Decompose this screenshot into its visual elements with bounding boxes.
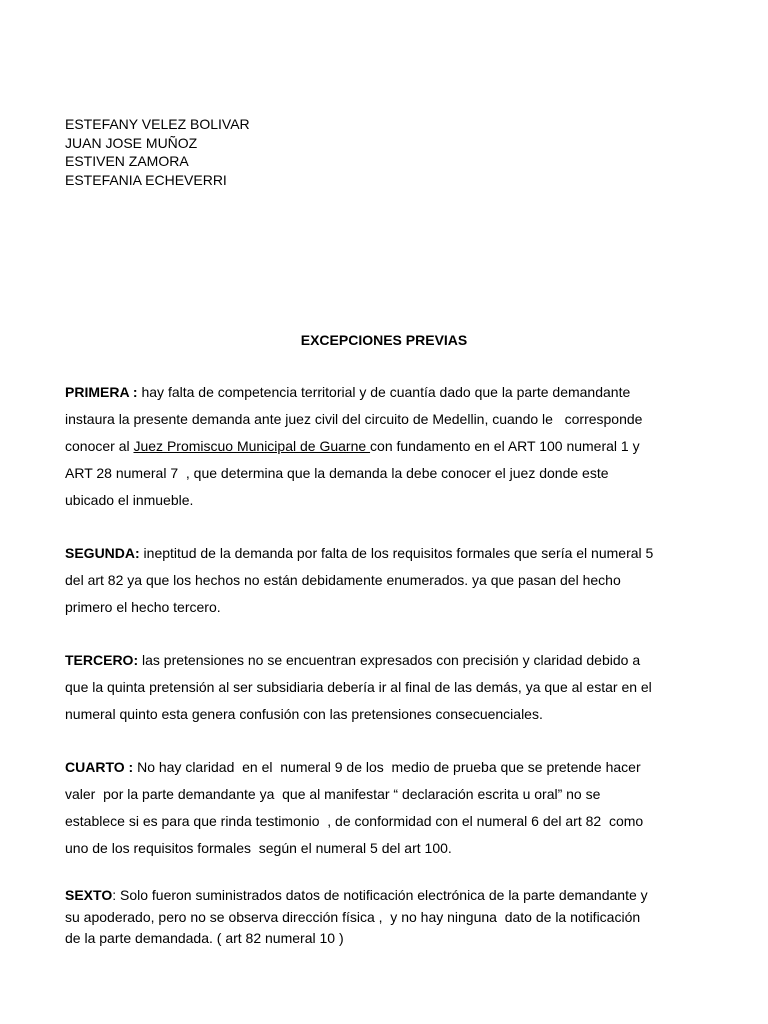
paragraph-line xyxy=(65,379,705,406)
author-name: ESTEFANY VELEZ BOLIVAR xyxy=(65,116,250,132)
section-sexto xyxy=(65,885,705,950)
paragraph-text: conocer al xyxy=(65,438,134,454)
paragraph-line: primero el hecho tercero. xyxy=(65,599,221,615)
paragraph-line xyxy=(65,647,705,674)
document-title: EXCEPCIONES PREVIAS xyxy=(300,332,468,348)
paragraph-text: ineptitud de la demanda por falta de los requisitos formales que sería el numeral 5 xyxy=(139,545,654,561)
paragraph-line xyxy=(65,754,705,781)
paragraph-line: ART 28 numeral 7 , que determina que la demanda la debe conocer el juez donde este xyxy=(65,465,609,481)
section-heading: SEGUNDA: xyxy=(65,545,140,561)
paragraph-text: No hay claridad en el numeral 9 de los medio de prueba que se pretende hacer xyxy=(133,759,641,775)
section-cuarto xyxy=(65,754,705,862)
paragraph-line: uno de los requisitos formales según el numeral 5 del art 100. xyxy=(65,840,452,856)
paragraph-line: su apoderado, pero no se observa dirección física , y no hay ninguna dato de la notificación xyxy=(65,908,641,925)
paragraph-line: ubicado el inmueble. xyxy=(65,492,194,508)
section-segunda xyxy=(65,540,705,621)
paragraph-line: instaura la presente demanda ante juez civil del circuito de Medellin, cuando le corresponde xyxy=(65,411,643,427)
author-name: JUAN JOSE MUÑOZ xyxy=(65,134,198,151)
paragraph-line: numeral quinto esta genera confusión con las pretensiones consecuenciales. xyxy=(65,706,543,722)
author-list xyxy=(65,115,250,189)
paragraph-line xyxy=(65,540,705,567)
paragraph-line: de la parte demandada. ( art 82 numeral 10 ) xyxy=(65,930,344,946)
section-heading: SEXTO xyxy=(65,887,113,903)
paragraph-line xyxy=(65,433,705,460)
paragraph-text: con fundamento en el ART 100 numeral 1 y xyxy=(370,438,640,454)
section-tercero xyxy=(65,647,705,728)
paragraph-line: establece si es para que rinda testimonio , de conformidad con el numeral 6 del art 82 como xyxy=(65,813,644,829)
paragraph-line: que la quinta pretensión al ser subsidiaria debería ir al final de las demás, ya que al estar en el xyxy=(65,679,652,695)
paragraph-line xyxy=(65,885,705,907)
paragraph-line: valer por la parte demandante ya que al manifestar “ declaración escrita u oral” no se xyxy=(65,786,601,802)
paragraph-text: hay falta de competencia territorial y de cuantía dado que la parte demandante xyxy=(137,384,631,400)
section-primera xyxy=(65,379,705,514)
section-heading: TERCERO: xyxy=(65,652,139,668)
paragraph-line: del art 82 ya que los hechos no están debidamente enumerados. ya que pasan del hecho xyxy=(65,572,621,588)
section-heading: PRIMERA : xyxy=(65,384,138,400)
underlined-court-name: Juez Promiscuo Municipal de Guarne xyxy=(133,438,371,454)
section-heading: CUARTO : xyxy=(65,759,134,775)
paragraph-text: : Solo fueron suministrados datos de notificación electrónica de la parte demandante y xyxy=(112,887,648,903)
author-name: ESTEFANIA ECHEVERRI xyxy=(65,171,227,188)
author-name: ESTIVEN ZAMORA xyxy=(65,153,189,169)
paragraph-text: las pretensiones no se encuentran expresados con precisión y claridad debido a xyxy=(138,652,641,668)
